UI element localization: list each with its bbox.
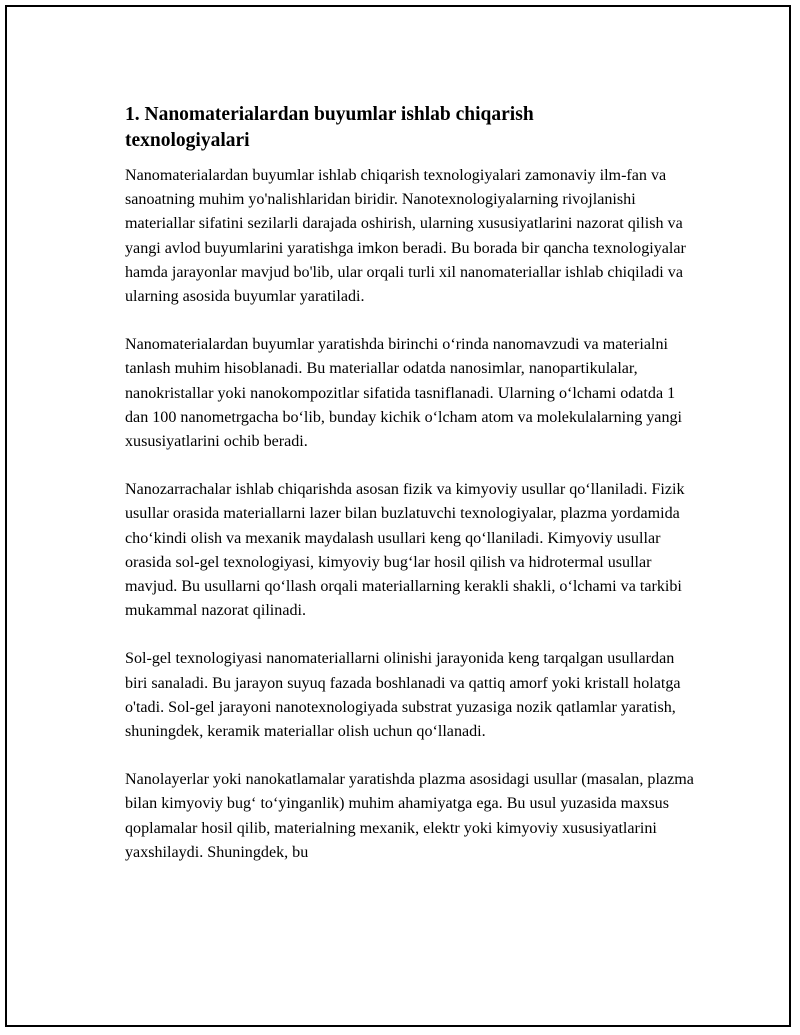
paragraph-4: Sol-gel texnologiyasi nanomateriallarni olinishi jarayonida keng tarqalgan usullardan biri sanaladi. Bu jarayon suyuq fazada boshlanadi va qattiq amorf yoki kristall holatga o'tadi. Sol-gel jarayoni nanotexnologiyada substrat yuzasiga nozik qatlamlar yaratish, shuningdek, keramik materiallar olish uchun qoʻllanadi. bbox=[125, 650, 681, 741]
document-body bbox=[125, 102, 700, 889]
paragraph-2: Nanomaterialardan buyumlar yaratishda birinchi oʻrinda nanomavzudi va materialni tanlash muhim hisoblanadi. Bu materiallar odatda nanosimlar, nanopartikulalar, nanokristallar yoki nanokompozitlar sifatida tasniflanadi. Ularning oʻlchami odatda 1 dan 100 nanometrgacha boʻlib, bunday kichik oʻlcham atom va molekulalarning yangi xususiyatlarini ochib beradi. bbox=[125, 336, 683, 451]
paragraph-3: Nanozarrachalar ishlab chiqarishda asosan fizik va kimyoviy usullar qoʻllaniladi. Fizik usullar orasida materiallarni lazer bilan buzlatuvchi texnologiyalar, plazma yordamida choʻkindi olish va mexanik maydalash usullari keng qoʻllaniladi. Kimyoviy usullar orasida sol-gel texnologiyasi, kimyoviy bugʻlar hosil qilish va hidrotermal usullar mavjud. Bu usullarni qoʻllash orqali materiallarning kerakli shakli, oʻlchami va tarkibi mukammal nazorat qilinadi. bbox=[125, 481, 685, 620]
paragraph-1: Nanomaterialardan buyumlar ishlab chiqarish texnologiyalari zamonaviy ilm-fan va sanoatning muhim yo'nalishlaridan biridir. Nanotexnologiyalarning rivojlanishi materiallar sifatini sezilarli darajada oshirish, ularning xususiyatlarini nazorat qilish va yangi avlod buyumlarini yaratishga imkon beradi. Bu borada bir qancha texnologiyalar hamda jarayonlar mavjud bo'lib, ular orqali turli xil nanomateriallar ishlab chiqiladi va ularning asosida buyumlar yaratiladi. bbox=[125, 167, 686, 306]
paragraph-5: Nanolayerlar yoki nanokatlamalar yaratishda plazma asosidagi usullar (masalan, plazma bilan kimyoviy bugʻ toʻyinganlik) muhim ahamiyatga ega. Bu usul yuzasida maxsus qoplamalar hosil qilib, materialning mexanik, elektr yoki kimyoviy xususiyatlarini yaxshilaydi. Shuningdek, bu bbox=[125, 771, 694, 861]
page-frame bbox=[5, 5, 791, 1027]
section-heading: 1. Nanomaterialardan buyumlar ishlab chiqarish texnologiyalari bbox=[125, 104, 534, 151]
